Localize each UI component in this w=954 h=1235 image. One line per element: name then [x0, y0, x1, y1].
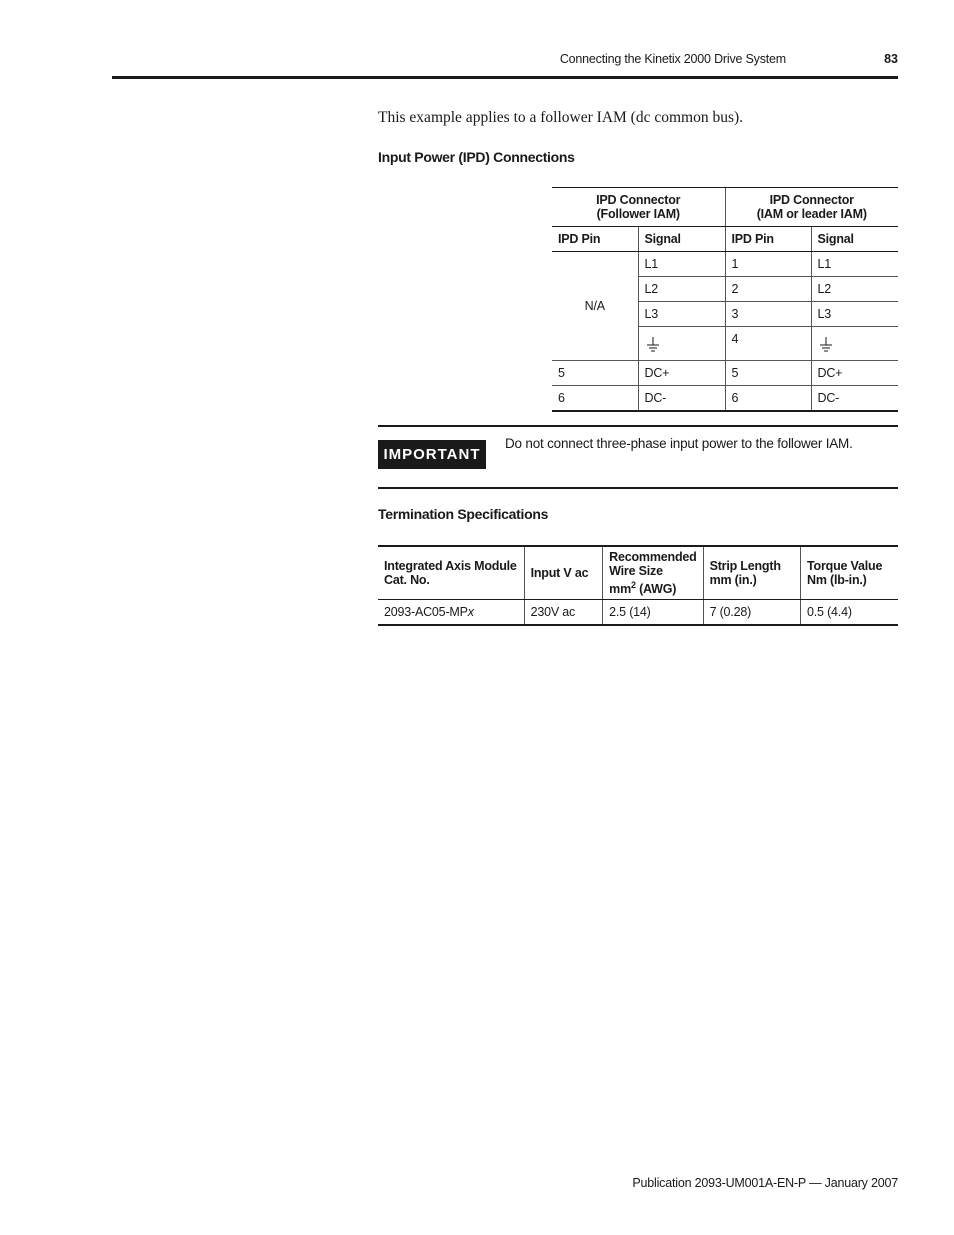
col-header-strip-length: Strip Length mm (in.) [703, 546, 800, 600]
col-header-signal: Signal [811, 227, 898, 252]
leader-pin-cell: 5 [725, 361, 811, 386]
ipd-section-heading: Input Power (IPD) Connections [378, 149, 575, 165]
leader-signal-cell: L1 [811, 252, 898, 277]
leader-iam-group-header: IPD Connector (IAM or leader IAM) [725, 188, 898, 227]
ground-icon [818, 336, 834, 352]
follower-signal-cell: L2 [638, 277, 725, 302]
leader-signal-cell [811, 327, 898, 361]
leader-pin-cell: 3 [725, 302, 811, 327]
follower-signal-cell: DC+ [638, 361, 725, 386]
col-header-ipd-pin: IPD Pin [725, 227, 811, 252]
page-number: 83 [884, 52, 898, 66]
follower-pin-cell: 5 [552, 361, 638, 386]
follower-pin-cell: 6 [552, 386, 638, 412]
strip-length-cell: 7 (0.28) [703, 600, 800, 626]
cat-no-cell: 2093-AC05-MPx [378, 600, 524, 626]
follower-signal-cell: L3 [638, 302, 725, 327]
follower-iam-group-header: IPD Connector (Follower IAM) [552, 188, 725, 227]
ground-icon [645, 336, 661, 352]
leader-pin-cell: 6 [725, 386, 811, 412]
follower-signal-cell: DC- [638, 386, 725, 412]
important-text: Do not connect three-phase input power to the follower IAM. [505, 436, 853, 451]
termination-specifications-table [378, 545, 898, 626]
ipd-group-header-row [552, 188, 898, 227]
leader-pin-cell: 2 [725, 277, 811, 302]
input-vac-cell: 230V ac [524, 600, 603, 626]
leader-signal-cell: DC+ [811, 361, 898, 386]
leader-signal-cell: L2 [811, 277, 898, 302]
publication-footer: Publication 2093-UM001A-EN-P — January 2007 [632, 1176, 898, 1190]
follower-signal-cell: L1 [638, 252, 725, 277]
leader-pin-cell: 1 [725, 252, 811, 277]
col-header-ipd-pin: IPD Pin [552, 227, 638, 252]
intro-text: This example applies to a follower IAM (dc common bus). [378, 109, 744, 126]
table-row [552, 386, 898, 412]
important-label: IMPORTANT [378, 440, 486, 469]
col-header-torque-value: Torque Value Nm (lb-in.) [801, 546, 898, 600]
termination-header-row [378, 546, 898, 600]
important-callout [378, 425, 898, 489]
col-header-signal: Signal [638, 227, 725, 252]
ipd-connections-table [552, 187, 898, 412]
na-cell: N/A [552, 252, 638, 361]
torque-cell: 0.5 (4.4) [801, 600, 898, 626]
leader-signal-cell: DC- [811, 386, 898, 412]
leader-pin-cell: 4 [725, 327, 811, 361]
wire-size-cell: 2.5 (14) [603, 600, 703, 626]
col-header-input-vac: Input V ac [524, 546, 603, 600]
termination-section-heading: Termination Specifications [378, 506, 549, 522]
col-header-cat-no: Integrated Axis Module Cat. No. [378, 546, 524, 600]
table-row [552, 252, 898, 277]
col-header-wire-size: Recommended Wire Size $mm^2$ (AWG) [603, 546, 703, 600]
table-row [378, 600, 898, 626]
leader-signal-cell: L3 [811, 302, 898, 327]
ipd-column-header-row [552, 227, 898, 252]
section-title: Connecting the Kinetix 2000 Drive System [559, 52, 786, 66]
running-header [112, 52, 898, 79]
table-row [552, 361, 898, 386]
follower-signal-cell [638, 327, 725, 361]
